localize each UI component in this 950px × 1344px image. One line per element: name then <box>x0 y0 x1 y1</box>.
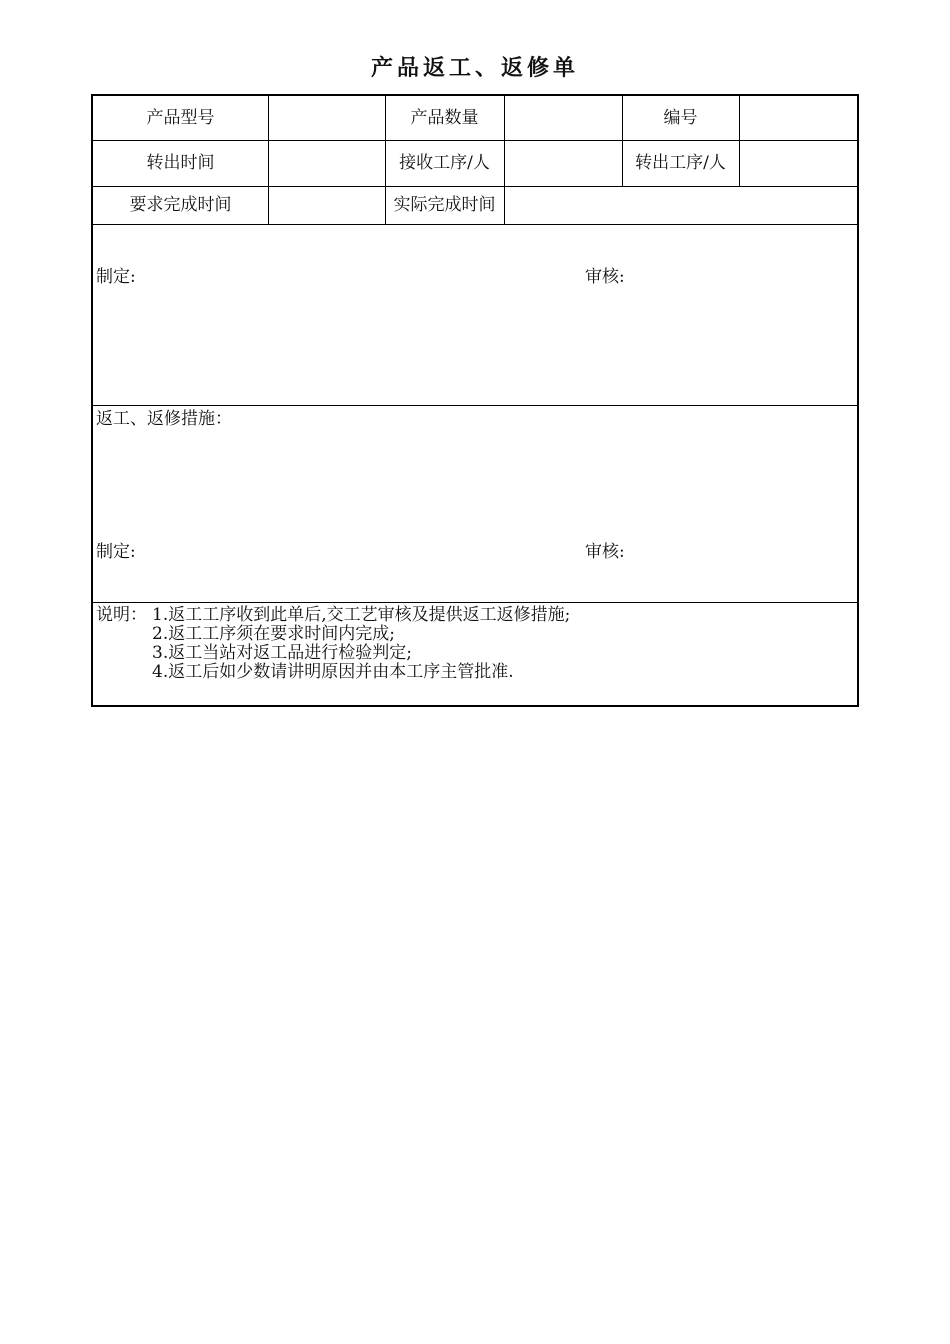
measures-reviewed-by-label: 审核: <box>585 542 625 562</box>
label-required-finish: 要求完成时间 <box>129 195 232 215</box>
value-required-finish[interactable] <box>269 187 385 224</box>
value-product-qty[interactable] <box>505 96 622 140</box>
label-receive-process: 接收工序/人 <box>399 153 490 173</box>
prepared-by-label: 制定: <box>96 267 136 287</box>
note-item: 1.返工工序收到此单后,交工艺审核及提供返工返修措施; <box>152 605 571 625</box>
note-item: 2.返工工序须在要求时间内完成; <box>152 624 395 644</box>
note-item: 3.返工当站对返工品进行检验判定; <box>152 643 412 663</box>
row-divider <box>93 405 857 406</box>
rework-form-table <box>91 94 859 707</box>
notes-label: 说明： <box>96 605 147 625</box>
value-transfer-process[interactable] <box>740 141 857 186</box>
row-divider <box>93 602 857 603</box>
label-serial-no: 编号 <box>663 108 698 128</box>
label-transfer-time: 转出时间 <box>146 153 215 173</box>
label-actual-finish: 实际完成时间 <box>393 195 496 215</box>
value-receive-process[interactable] <box>505 141 622 186</box>
reviewed-by-label: 审核: <box>585 267 625 287</box>
value-transfer-time[interactable] <box>269 141 385 186</box>
value-actual-finish[interactable] <box>505 187 857 224</box>
label-product-qty: 产品数量 <box>410 108 479 128</box>
measures-prepared-by-label: 制定: <box>96 542 136 562</box>
label-transfer-process: 转出工序/人 <box>635 153 726 173</box>
form-title: 产品返工、返修单 <box>370 56 579 81</box>
note-item: 4.返工后如少数请讲明原因并由本工序主管批准. <box>152 662 514 682</box>
value-product-model[interactable] <box>269 96 385 140</box>
label-product-model: 产品型号 <box>146 108 215 128</box>
measures-title: 返工、返修措施： <box>96 409 232 429</box>
value-serial-no[interactable] <box>740 96 857 140</box>
row-divider <box>93 224 857 225</box>
